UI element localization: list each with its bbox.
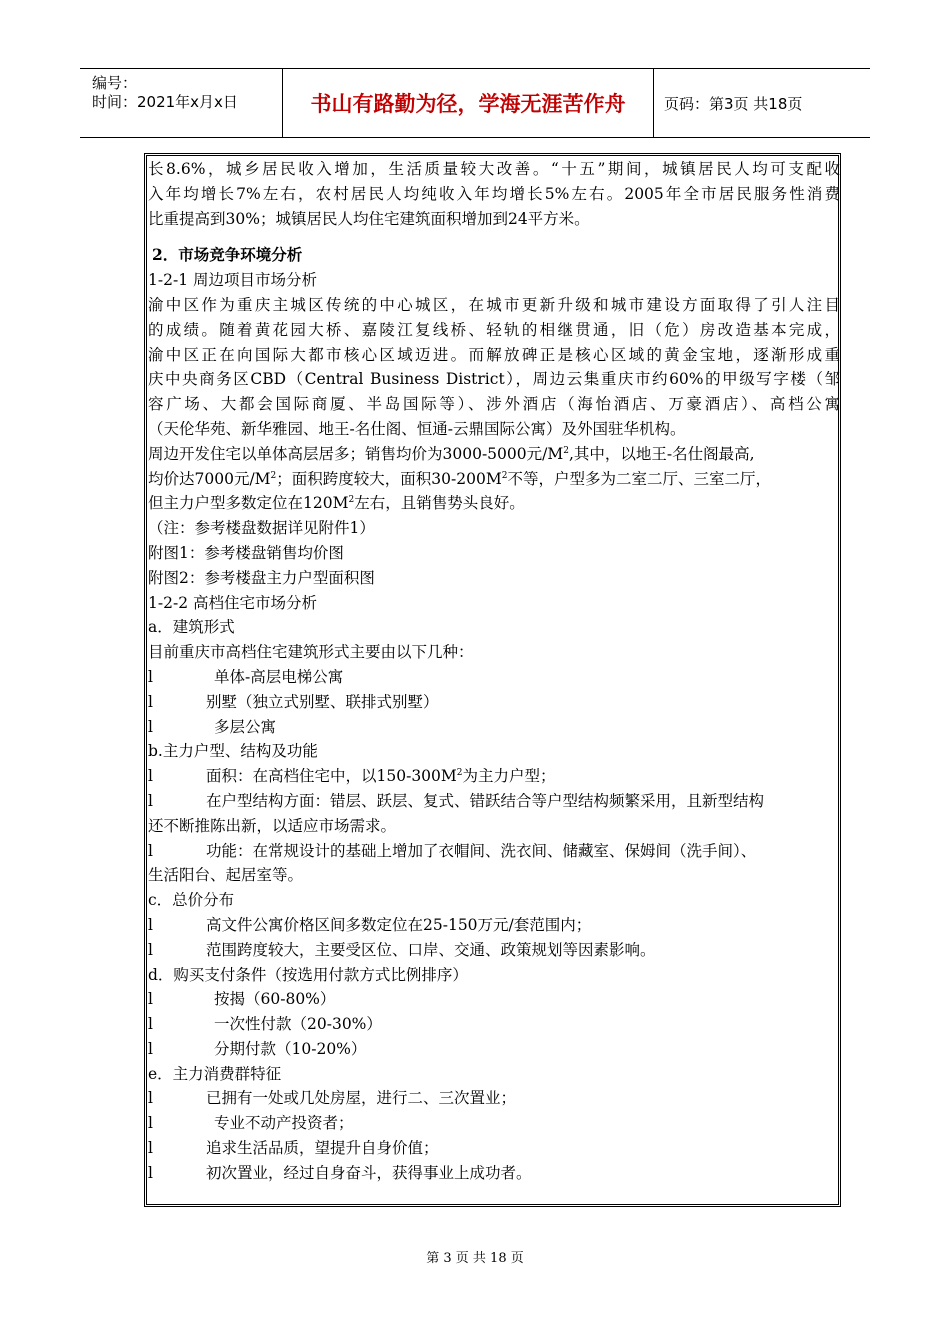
list-item: l 追求生活品质，望提升自身价值； bbox=[148, 1139, 439, 1158]
paragraph-line: 的成绩。随着黄花园大桥、嘉陵江复线桥、轻轨的相继贯通，旧（危）房改造基本完成， bbox=[148, 320, 840, 339]
list-item-continuation: 生活阳台、起居室等。 bbox=[148, 866, 304, 885]
list-title: e．主力消费群特征 bbox=[148, 1064, 282, 1083]
list-item-continuation: 还不断推陈出新，以适应市场需求。 bbox=[148, 816, 397, 835]
paragraph-line: 入年均增长7%左右，农村居民人均纯收入年均增长5%左右。2005年全市居民服务性消费 bbox=[148, 184, 840, 203]
paragraph-line: 容广场、大都会国际商厦、半岛国际等）、涉外酒店（海怡酒店、万豪酒店）、高档公寓 bbox=[148, 395, 840, 414]
paragraph-line: 长8.6%，城乡居民收入增加，生活质量较大改善。“十五”期间，城镇居民人均可支配收 bbox=[148, 160, 840, 178]
section-heading: 2．市场竞争环境分析 bbox=[152, 245, 303, 265]
paragraph-line: 均价达7000元$/M^2$；面积跨度较大，面积$30-200M^2$不等，户型多为二室二厅、三室二厅， bbox=[148, 469, 771, 488]
paragraph-line: 比重提高到30%；城镇居民人均住宅建筑面积增加到24平方米。 bbox=[148, 209, 590, 228]
list-item: l 高文件公寓价格区间多数定位在25-150万元/套范围内； bbox=[148, 915, 592, 934]
list-item: l 初次置业，经过自身奋斗，获得事业上成功者。 bbox=[148, 1163, 532, 1182]
header-meta bbox=[80, 69, 283, 137]
list-item: l 已拥有一处或几处房屋，进行二、三次置业； bbox=[148, 1089, 517, 1108]
subsection-heading: 1-2-1 周边项目市场分析 bbox=[148, 271, 317, 290]
paragraph-line: （天伦华苑、新华雅园、地王-名仕阁、恒通-云鼎国际公寓）及外国驻华机构。 bbox=[148, 419, 686, 438]
list-item: l 多层公寓 bbox=[148, 717, 277, 736]
list-item: l 专业不动产投资者； bbox=[148, 1114, 354, 1133]
page-footer: 第 3 页 共 18 页 bbox=[426, 1251, 524, 1266]
paragraph-line: 渝中区正在向国际大都市核心区域迈进。而解放碑正是核心区域的黄金宝地，逐渐形成重 bbox=[148, 345, 840, 364]
list-item: l 面积：在高档住宅中，以$150-300M^2$为主力户型； bbox=[148, 767, 556, 786]
list-title: a．建筑形式 bbox=[148, 618, 235, 637]
paragraph-line: 庆中央商务区CBD（Central Business District），周边云集重庆市约60%的甲级写字楼（邹 bbox=[148, 370, 840, 389]
list-item: l 在户型结构方面：错层、跃层、复式、错跃结合等户型结构频繁采用，且新型结构 bbox=[148, 791, 765, 810]
paragraph-line: 但主力户型多数定位在$120M^2$左右，且销售势头良好。 bbox=[148, 494, 525, 513]
doc-number-label: 编号： bbox=[92, 74, 138, 92]
doc-date: 时间：2021年x月x日 bbox=[92, 93, 238, 111]
list-title: d．购买支付条件（按选用付款方式比例排序） bbox=[148, 965, 468, 984]
page-header bbox=[80, 68, 870, 138]
list-title: b.主力户型、结构及功能 bbox=[148, 742, 318, 761]
list-item: l 别墅（独立式别墅、联排式别墅） bbox=[148, 692, 439, 711]
figure-reference: 附图1：参考楼盘销售均价图 bbox=[148, 543, 344, 562]
note: （注：参考楼盘数据详见附件1） bbox=[148, 519, 375, 538]
list-item: l 按揭（60-80%） bbox=[148, 990, 336, 1009]
paragraph-line: 目前重庆市高档住宅建筑形式主要由以下几种： bbox=[148, 643, 474, 662]
header-motto: 书山有路勤为径，学海无涯苦作舟 bbox=[283, 69, 654, 137]
list-item: l 范围跨度较大，主要受区位、口岸、交通、政策规划等因素影响。 bbox=[148, 940, 656, 959]
list-item: l 一次性付款（20-30%） bbox=[148, 1015, 382, 1034]
list-item: l 单体-高层电梯公寓 bbox=[148, 667, 344, 686]
paragraph-line: 渝中区作为重庆主城区传统的中心城区，在城市更新升级和城市建设方面取得了引人注目 bbox=[148, 295, 840, 314]
document-body bbox=[148, 157, 840, 1186]
list-item: l 功能：在常规设计的基础上增加了衣帽间、洗衣间、储藏室、保姆间（洗手间）、 bbox=[148, 841, 757, 860]
subsection-heading: 1-2-2 高档住宅市场分析 bbox=[148, 593, 317, 612]
list-title: c．总价分布 bbox=[148, 891, 235, 910]
figure-reference: 附图2：参考楼盘主力户型面积图 bbox=[148, 568, 375, 587]
header-page-info: 页码：第3页 共18页 bbox=[664, 94, 803, 113]
list-item: l 分期付款（10-20%） bbox=[148, 1039, 367, 1058]
paragraph-line: 周边开发住宅以单体高层居多；销售均价为3000-5000元$/M^2$,其中，以地王-名仕阁最高, bbox=[148, 444, 755, 463]
